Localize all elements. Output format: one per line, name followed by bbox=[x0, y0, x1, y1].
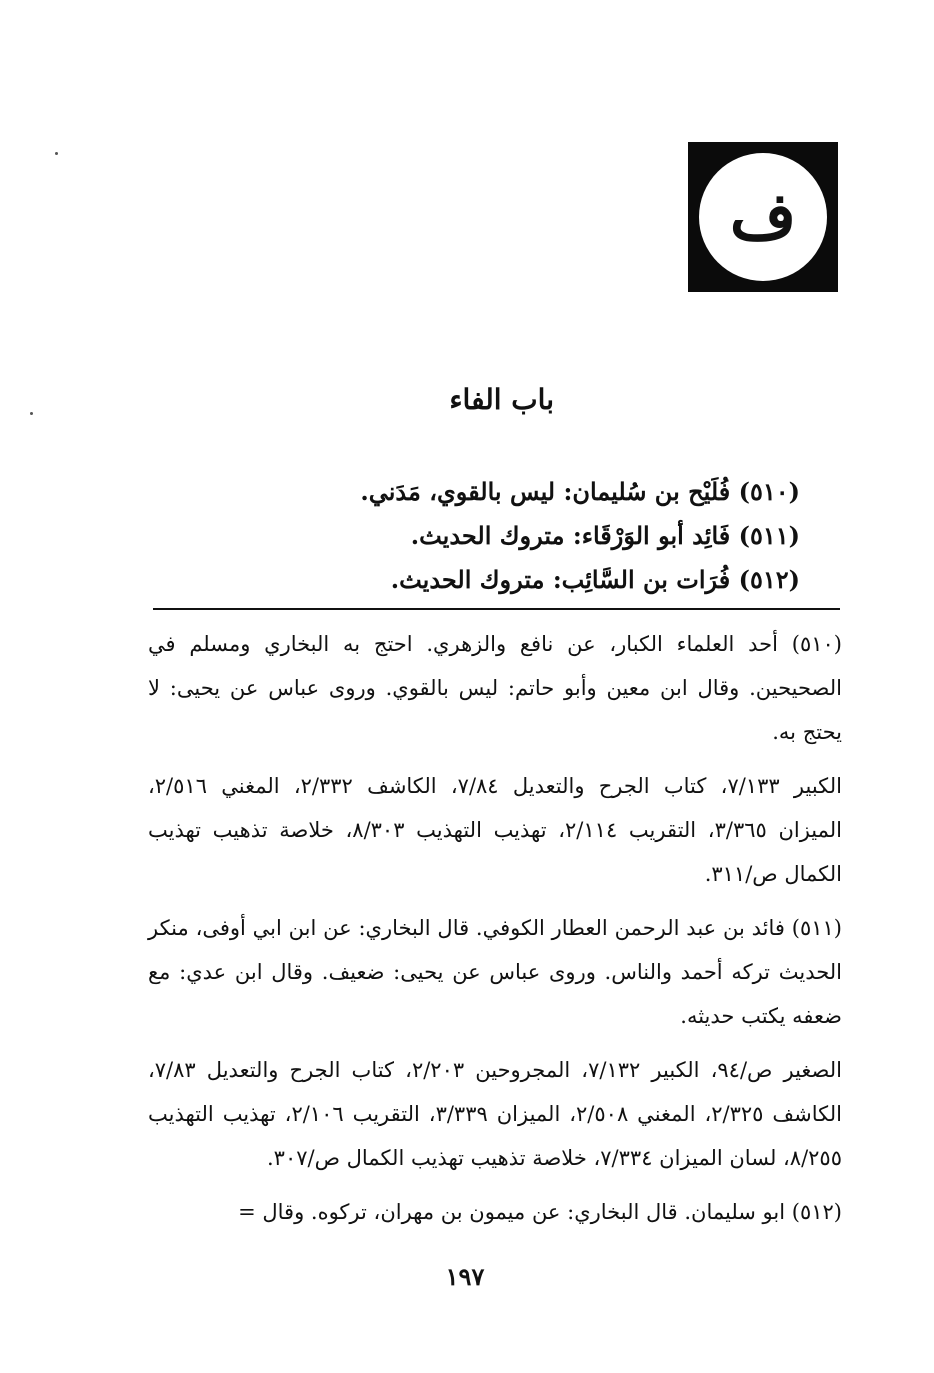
footnote-511: (٥١١) فائد بن عبد الرحمن العطار الكوفي. قال البخاري: عن ابن ابي أوفى، منكر الحديث تركه أحمد والناس. وروى عباس عن يحيى: ضعيف. وقال ابن عدي: مع ضعفه يكتب حديثه. bbox=[148, 916, 842, 1028]
scan-speck bbox=[30, 412, 33, 415]
footnote-510-sources: الكبير ٧/١٣٣، كتاب الجرح والتعديل ٧/٨٤، الكاشف ٢/٣٣٢، المغني ٢/٥١٦، الميزان ٣/٣٦٥، التقريب ٢/١١٤، تهذيب التهذيب ٨/٣٠٣، خلاصة تذهيب تهذيب الكمال ص/٣١١. bbox=[148, 774, 843, 886]
page-number: ١٩٧ bbox=[445, 1262, 485, 1291]
entry-512: (٥١٢) فُرَات بن السَّائِب: متروك الحديث. bbox=[390, 565, 800, 594]
footnote-511-sources: الصغير ص/٩٤، الكبير ٧/١٣٢، المجروحين ٢/٢٠٣، كتاب الجرح والتعديل ٧/٨٣، الكاشف ٢/٣٢٥، المغني ٢/٥٠٨، الميزان ٣/٣٣٩، التقريب ٢/١٠٦، تهذيب التهذيب ٨/٢٥٥، لسان الميزان ٧/٣٣٤، خلاصة تذهيب تهذيب الكمال ص/٣٠٧. bbox=[148, 1058, 843, 1170]
footnote-512: (٥١٢) ابو سليمان. قال البخاري: عن ميمون بن مهران، تركوه. وقال = bbox=[238, 1200, 842, 1224]
footnotes bbox=[148, 622, 842, 1244]
chapter-title: باب الفاء bbox=[449, 383, 554, 416]
entry-511: (٥١١) فَائِد أبو الوَرْقَاء: متروك الحديث. bbox=[410, 521, 800, 550]
footnote-divider bbox=[153, 608, 840, 610]
footnote-510: (٥١٠) أحد العلماء الكبار، عن نافع والزهري. احتج به البخاري ومسلم في الصحيحين. وقال ابن معين وأبو حاتم: ليس بالقوي. وروى عباس عن يحيى: لا يحتج به. bbox=[148, 632, 842, 744]
scan-speck bbox=[55, 152, 58, 155]
chapter-letter: ف bbox=[699, 153, 827, 281]
entry-510: (٥١٠) فُلَيْح بن سُليمان: ليس بالقوي، مَدَني. bbox=[360, 477, 800, 506]
entries-list bbox=[200, 470, 800, 602]
chapter-letter-box bbox=[688, 142, 838, 292]
